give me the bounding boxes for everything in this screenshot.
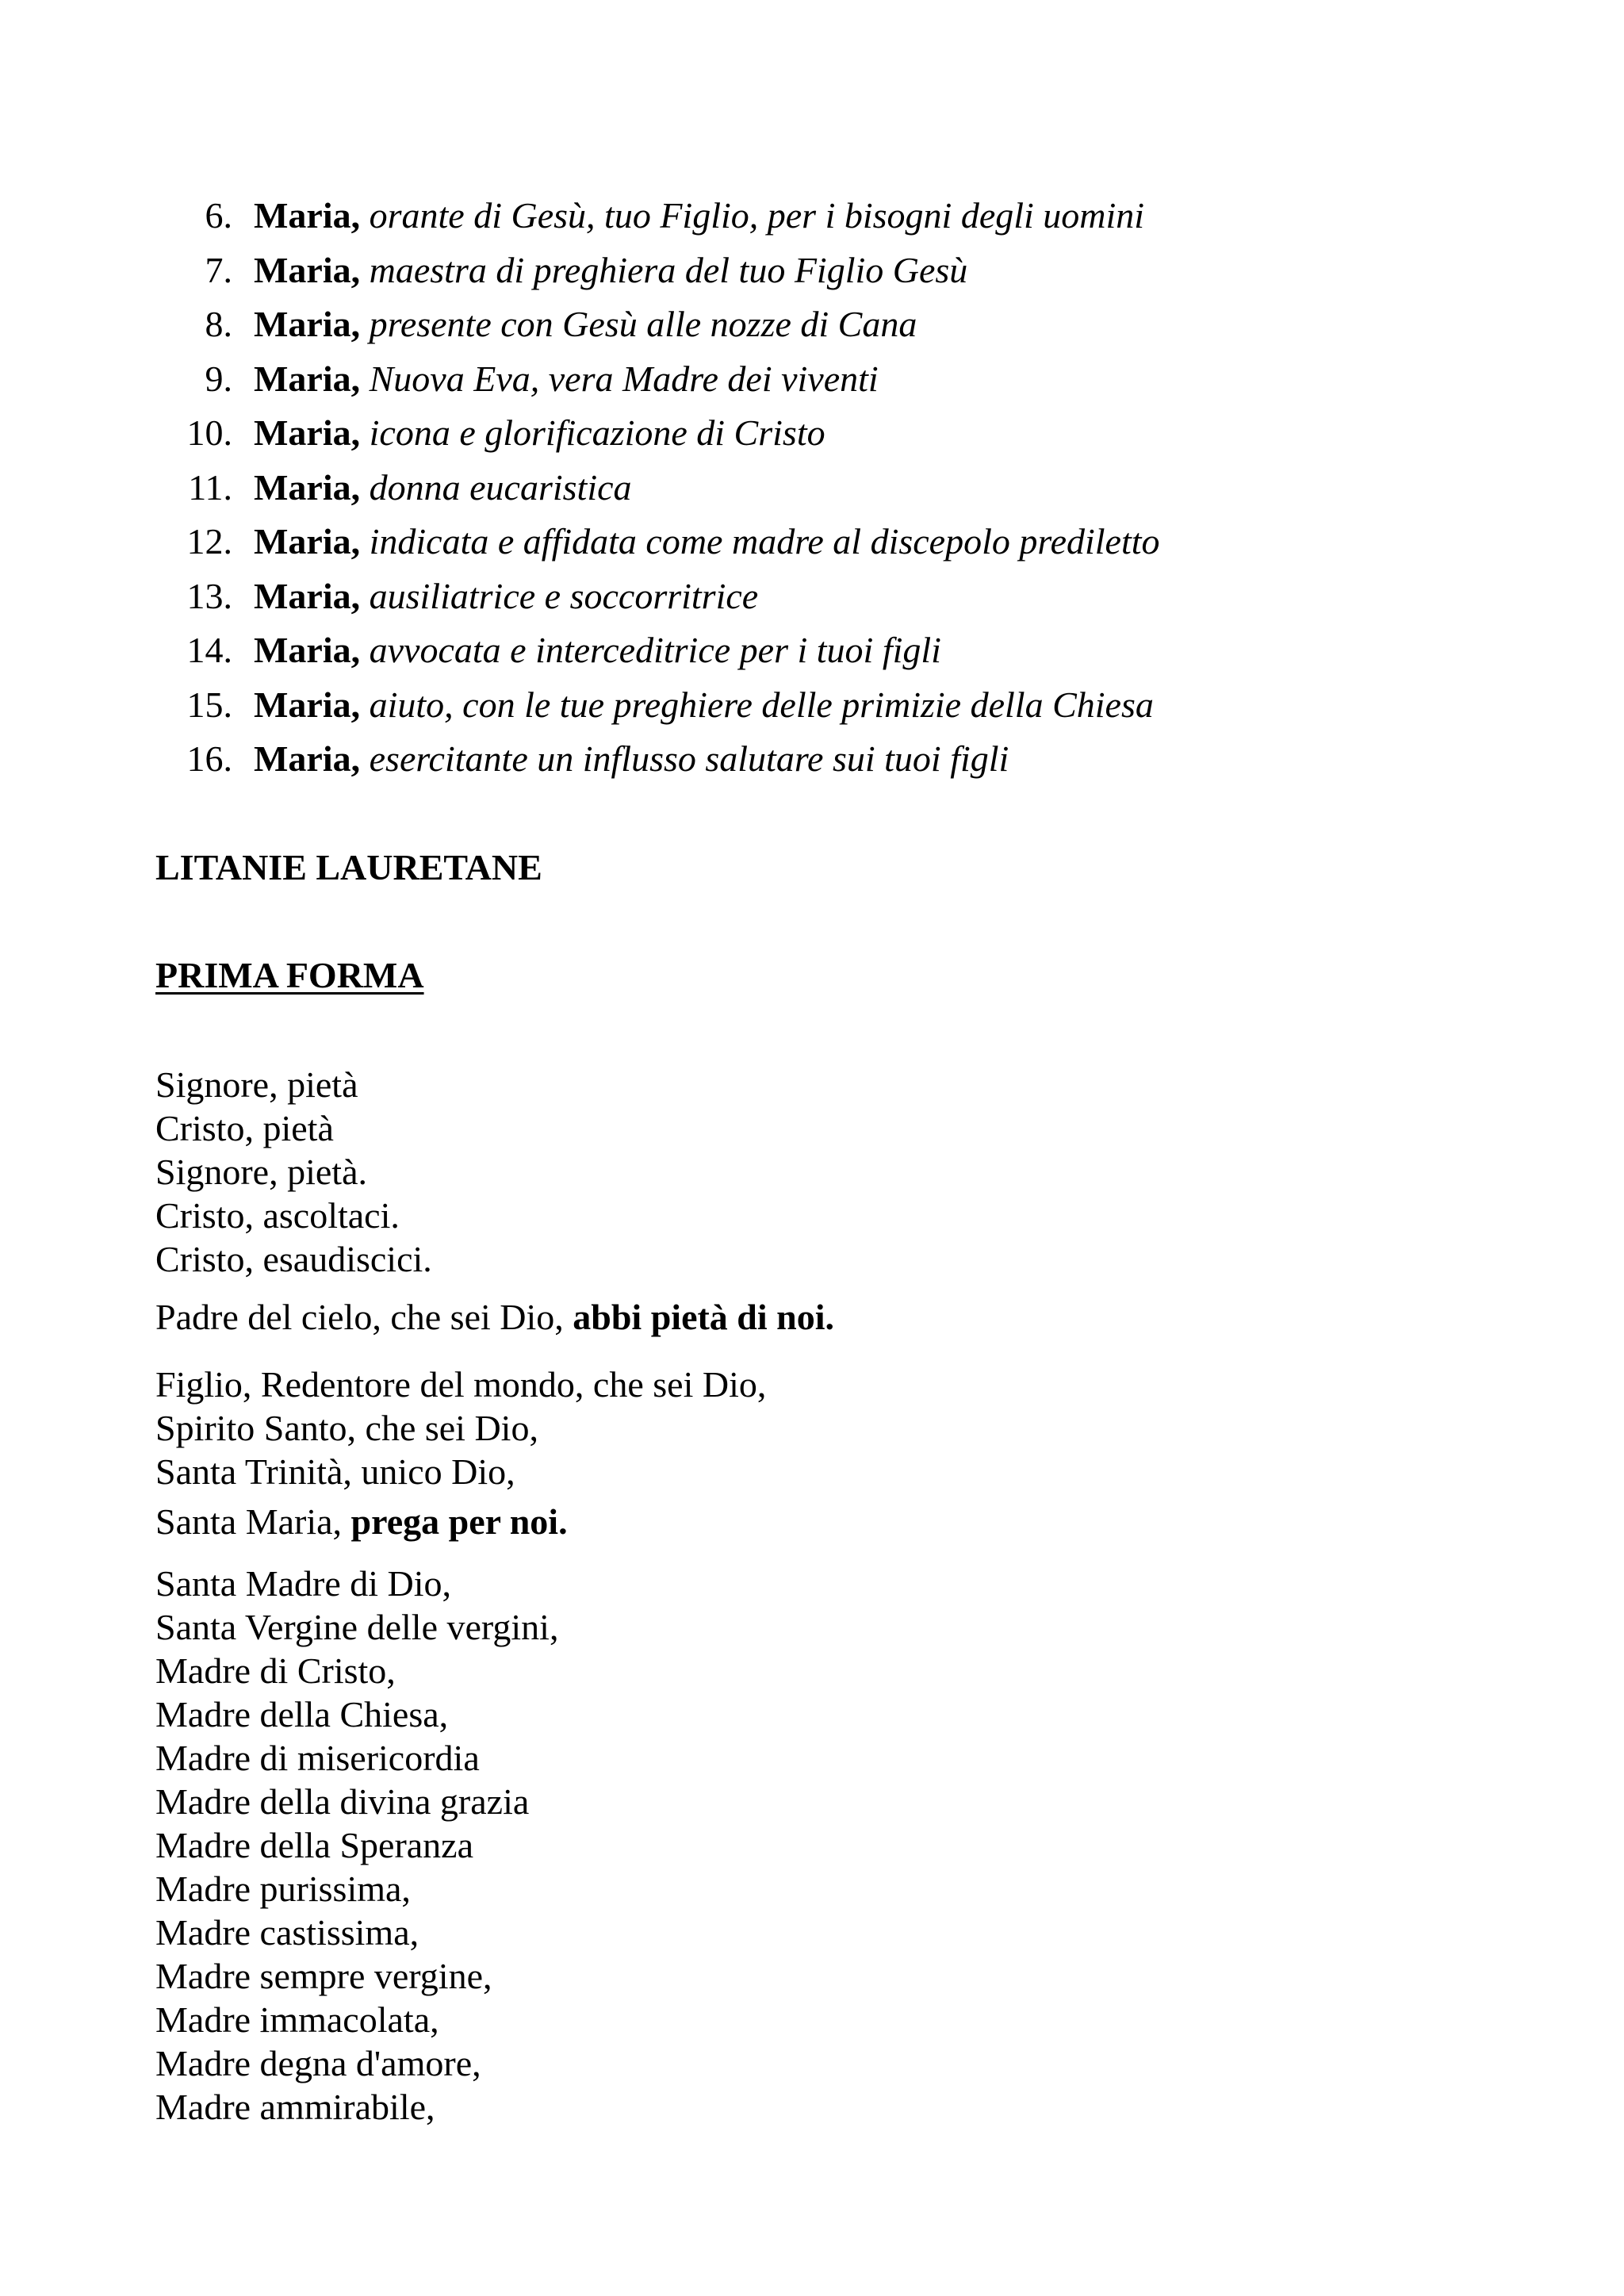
item-number: 10.: [186, 412, 232, 453]
item-number: 7.: [205, 249, 232, 290]
list-item: [0, 627, 1624, 682]
numbered-invocations-list: [0, 193, 1624, 791]
subsection-heading: PRIMA FORMA: [155, 955, 424, 995]
litany-line: Madre sempre vergine,: [155, 1956, 492, 1996]
item-number: 14.: [186, 630, 232, 670]
item-text: ausiliatrice e soccorritrice: [369, 575, 759, 616]
item-name: Maria,: [254, 304, 361, 344]
list-item: [0, 410, 1624, 465]
item-number: 13.: [186, 575, 232, 616]
section-heading: LITANIE LAURETANE: [155, 847, 542, 887]
item-name: Maria,: [254, 521, 361, 562]
litany-line: Madre della Chiesa,: [155, 1694, 449, 1734]
item-number: 16.: [186, 738, 232, 779]
response-text: prega per noi.: [350, 1501, 568, 1542]
litany-madre-group: [155, 1562, 1503, 2129]
litany-line: Cristo, esaudiscici.: [155, 1239, 432, 1279]
item-number: 15.: [186, 684, 232, 725]
list-item: [0, 573, 1624, 628]
item-text: donna eucaristica: [369, 466, 632, 508]
item-number: 12.: [186, 521, 232, 562]
list-item: [0, 736, 1624, 791]
item-text: Nuova Eva, vera Madre dei viventi: [369, 358, 879, 399]
item-name: Maria,: [254, 684, 361, 725]
litany-line: Santa Madre di Dio,: [155, 1563, 452, 1604]
litany-line: Cristo, ascoltaci.: [155, 1195, 400, 1236]
invocation-text: Santa Maria,: [155, 1501, 351, 1542]
item-number: 8.: [205, 304, 232, 344]
item-name: Maria,: [254, 630, 361, 670]
litany-line: Madre castissima,: [155, 1912, 419, 1953]
litany-line: [155, 1500, 1503, 1543]
item-text: avvocata e interceditrice per i tuoi figli: [369, 630, 941, 670]
list-item: [0, 519, 1624, 573]
item-name: Maria,: [254, 575, 361, 616]
item-text: aiuto, con le tue preghiere delle primizie della Chiesa: [369, 684, 1154, 725]
item-name: Maria,: [254, 249, 361, 290]
litany-line: Madre degna d'amore,: [155, 2043, 481, 2083]
item-text: orante di Gesù, tuo Figlio, per i bisogni degli uomini: [369, 195, 1145, 236]
invocation-text: Padre del cielo, che sei Dio,: [155, 1297, 573, 1337]
litany-line: Madre della divina grazia: [155, 1781, 530, 1822]
litany-line: Madre di misericordia: [155, 1738, 480, 1778]
item-name: Maria,: [254, 195, 361, 236]
item-name: Maria,: [254, 738, 361, 779]
item-name: Maria,: [254, 358, 361, 399]
litany-line: Madre ammirabile,: [155, 2087, 435, 2127]
litany-maria-line: [155, 1500, 1503, 1543]
litany-line: Signore, pietà: [155, 1064, 358, 1105]
list-item: [0, 356, 1624, 411]
litany-trinity-group: [155, 1363, 1503, 1493]
litany-line: Figlio, Redentore del mondo, che sei Dio,: [155, 1364, 767, 1405]
item-number: 6.: [205, 195, 232, 236]
litany-line: Madre immacolata,: [155, 1999, 439, 2040]
list-item: [0, 465, 1624, 519]
item-name: Maria,: [254, 466, 361, 508]
list-item: [0, 193, 1624, 247]
litany-line: Spirito Santo, che sei Dio,: [155, 1408, 538, 1448]
item-text: maestra di preghiera del tuo Figlio Gesù: [369, 249, 968, 290]
litany-line: [155, 1295, 1503, 1339]
litany-line: Madre di Cristo,: [155, 1650, 396, 1691]
litany-opening-group: [155, 1063, 1503, 1281]
item-number: 9.: [205, 358, 232, 399]
litany-line: Signore, pietà.: [155, 1152, 367, 1192]
response-text: abbi pietà di noi.: [573, 1297, 835, 1337]
list-item: [0, 682, 1624, 737]
item-name: Maria,: [254, 412, 361, 453]
litany-line: Cristo, pietà: [155, 1108, 334, 1148]
list-item: [0, 247, 1624, 302]
litany-line: Santa Vergine delle vergini,: [155, 1607, 559, 1647]
litany-line: Madre purissima,: [155, 1869, 411, 1909]
item-text: esercitante un influsso salutare sui tuoi figli: [369, 738, 1009, 779]
litany-padre-line: [155, 1295, 1503, 1339]
item-text: icona e glorificazione di Cristo: [369, 412, 825, 453]
list-item: [0, 301, 1624, 356]
litany-line: Madre della Speranza: [155, 1825, 474, 1865]
item-text: indicata e affidata come madre al discepolo prediletto: [369, 521, 1160, 562]
item-text: presente con Gesù alle nozze di Cana: [369, 304, 917, 344]
litany-line: Santa Trinità, unico Dio,: [155, 1451, 515, 1492]
item-number: 11.: [188, 466, 232, 508]
